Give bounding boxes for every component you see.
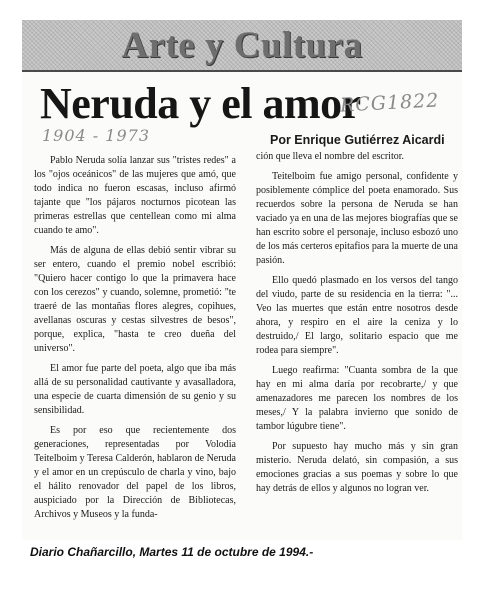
section-banner: [22, 20, 462, 72]
handwritten-years: 1904 - 1973: [42, 126, 151, 145]
publication-footer: Diario Chañarcillo, Martes 11 de octubre de 1994.-: [30, 545, 314, 559]
article-column-left: [34, 154, 236, 539]
paragraph: Pablo Neruda solía lanzar sus "tristes redes" a los "ojos oceánicos" de las mujeres que amó, que todo indica no fueron escasas, incluso afirmó tajante que "los pájaros nocturnos picotean las primeras estrellas que centellean como mi alma cuando te amo".: [34, 155, 236, 236]
paragraph: Es por eso que recientemente dos generaciones, representadas por Volodia Teitelboim y Teresa Calderón, hablaron de Neruda y el amor en un crepúsculo de charla y vino, bajo el hálito renovador del papel de los libros, auspiciado por la Dirección de Bibliotecas, Archivos y Museos y la funda-: [34, 425, 236, 520]
paragraph: Ello quedó plasmado en los versos del tango del viudo, parte de su residencia en la tierra: "... Veo las muertes que están entre nosotros desde ahora, y respiro en el aire la ceniza y lo destruido,/ El largo, solitario espacio que me rodea para siempre".: [256, 275, 458, 356]
paragraph: Por supuesto hay mucho más y sin gran misterio. Neruda delató, sin compasión, a sus emociones gracias a sus poemas y sobre lo que hay detrás de ellos y algunos no logran ver.: [256, 441, 458, 494]
paragraph: Más de alguna de ellas debió sentir vibrar su ser entero, cuando el premio nobel escribió: "Quiero hacer contigo lo que la primavera hace con los cerezos" y cuando, solemne, prometió: "te traeré de las montañas flores alegres, copihues, avellanas oscuras y cestas silvestres de besos", porque, explica, "hasta te creo dueña del universo".: [34, 245, 236, 354]
article-byline: Por Enrique Gutiérrez Aicardi: [270, 133, 445, 147]
paragraph: Luego reafirma: "Cuanta sombra de la que hay en mi alma daría por recobrarte,/ y que amenazadores me parecen los nombres de los meses,/ Y la palabra invierno que sonido de tambor lúgubre tiene".: [256, 365, 458, 432]
article-headline: Neruda y el amor: [40, 79, 361, 128]
paragraph: El amor fue parte del poeta, algo que iba más allá de su personalidad cautivante y avasalladora, una especie de cuarta dimensión de su genio y su sensibilidad.: [34, 363, 236, 416]
handwritten-catalog-code: RCG1822: [339, 89, 440, 117]
paragraph: ción que lleva el nombre del escritor.: [256, 151, 405, 162]
paragraph: Teitelboim fue amigo personal, confidente y posiblemente cómplice del poeta enamorado. Sus recuerdos sobre la persona de Neruda se han vaciado ya en una de las mejores biografías que se han escrito sobre el personaje, incluso esbozó uno de los más certeros epitafios para la muerte de una pasión.: [256, 171, 458, 266]
article-column-right: [256, 150, 458, 535]
section-title: Arte y Cultura: [121, 25, 363, 66]
